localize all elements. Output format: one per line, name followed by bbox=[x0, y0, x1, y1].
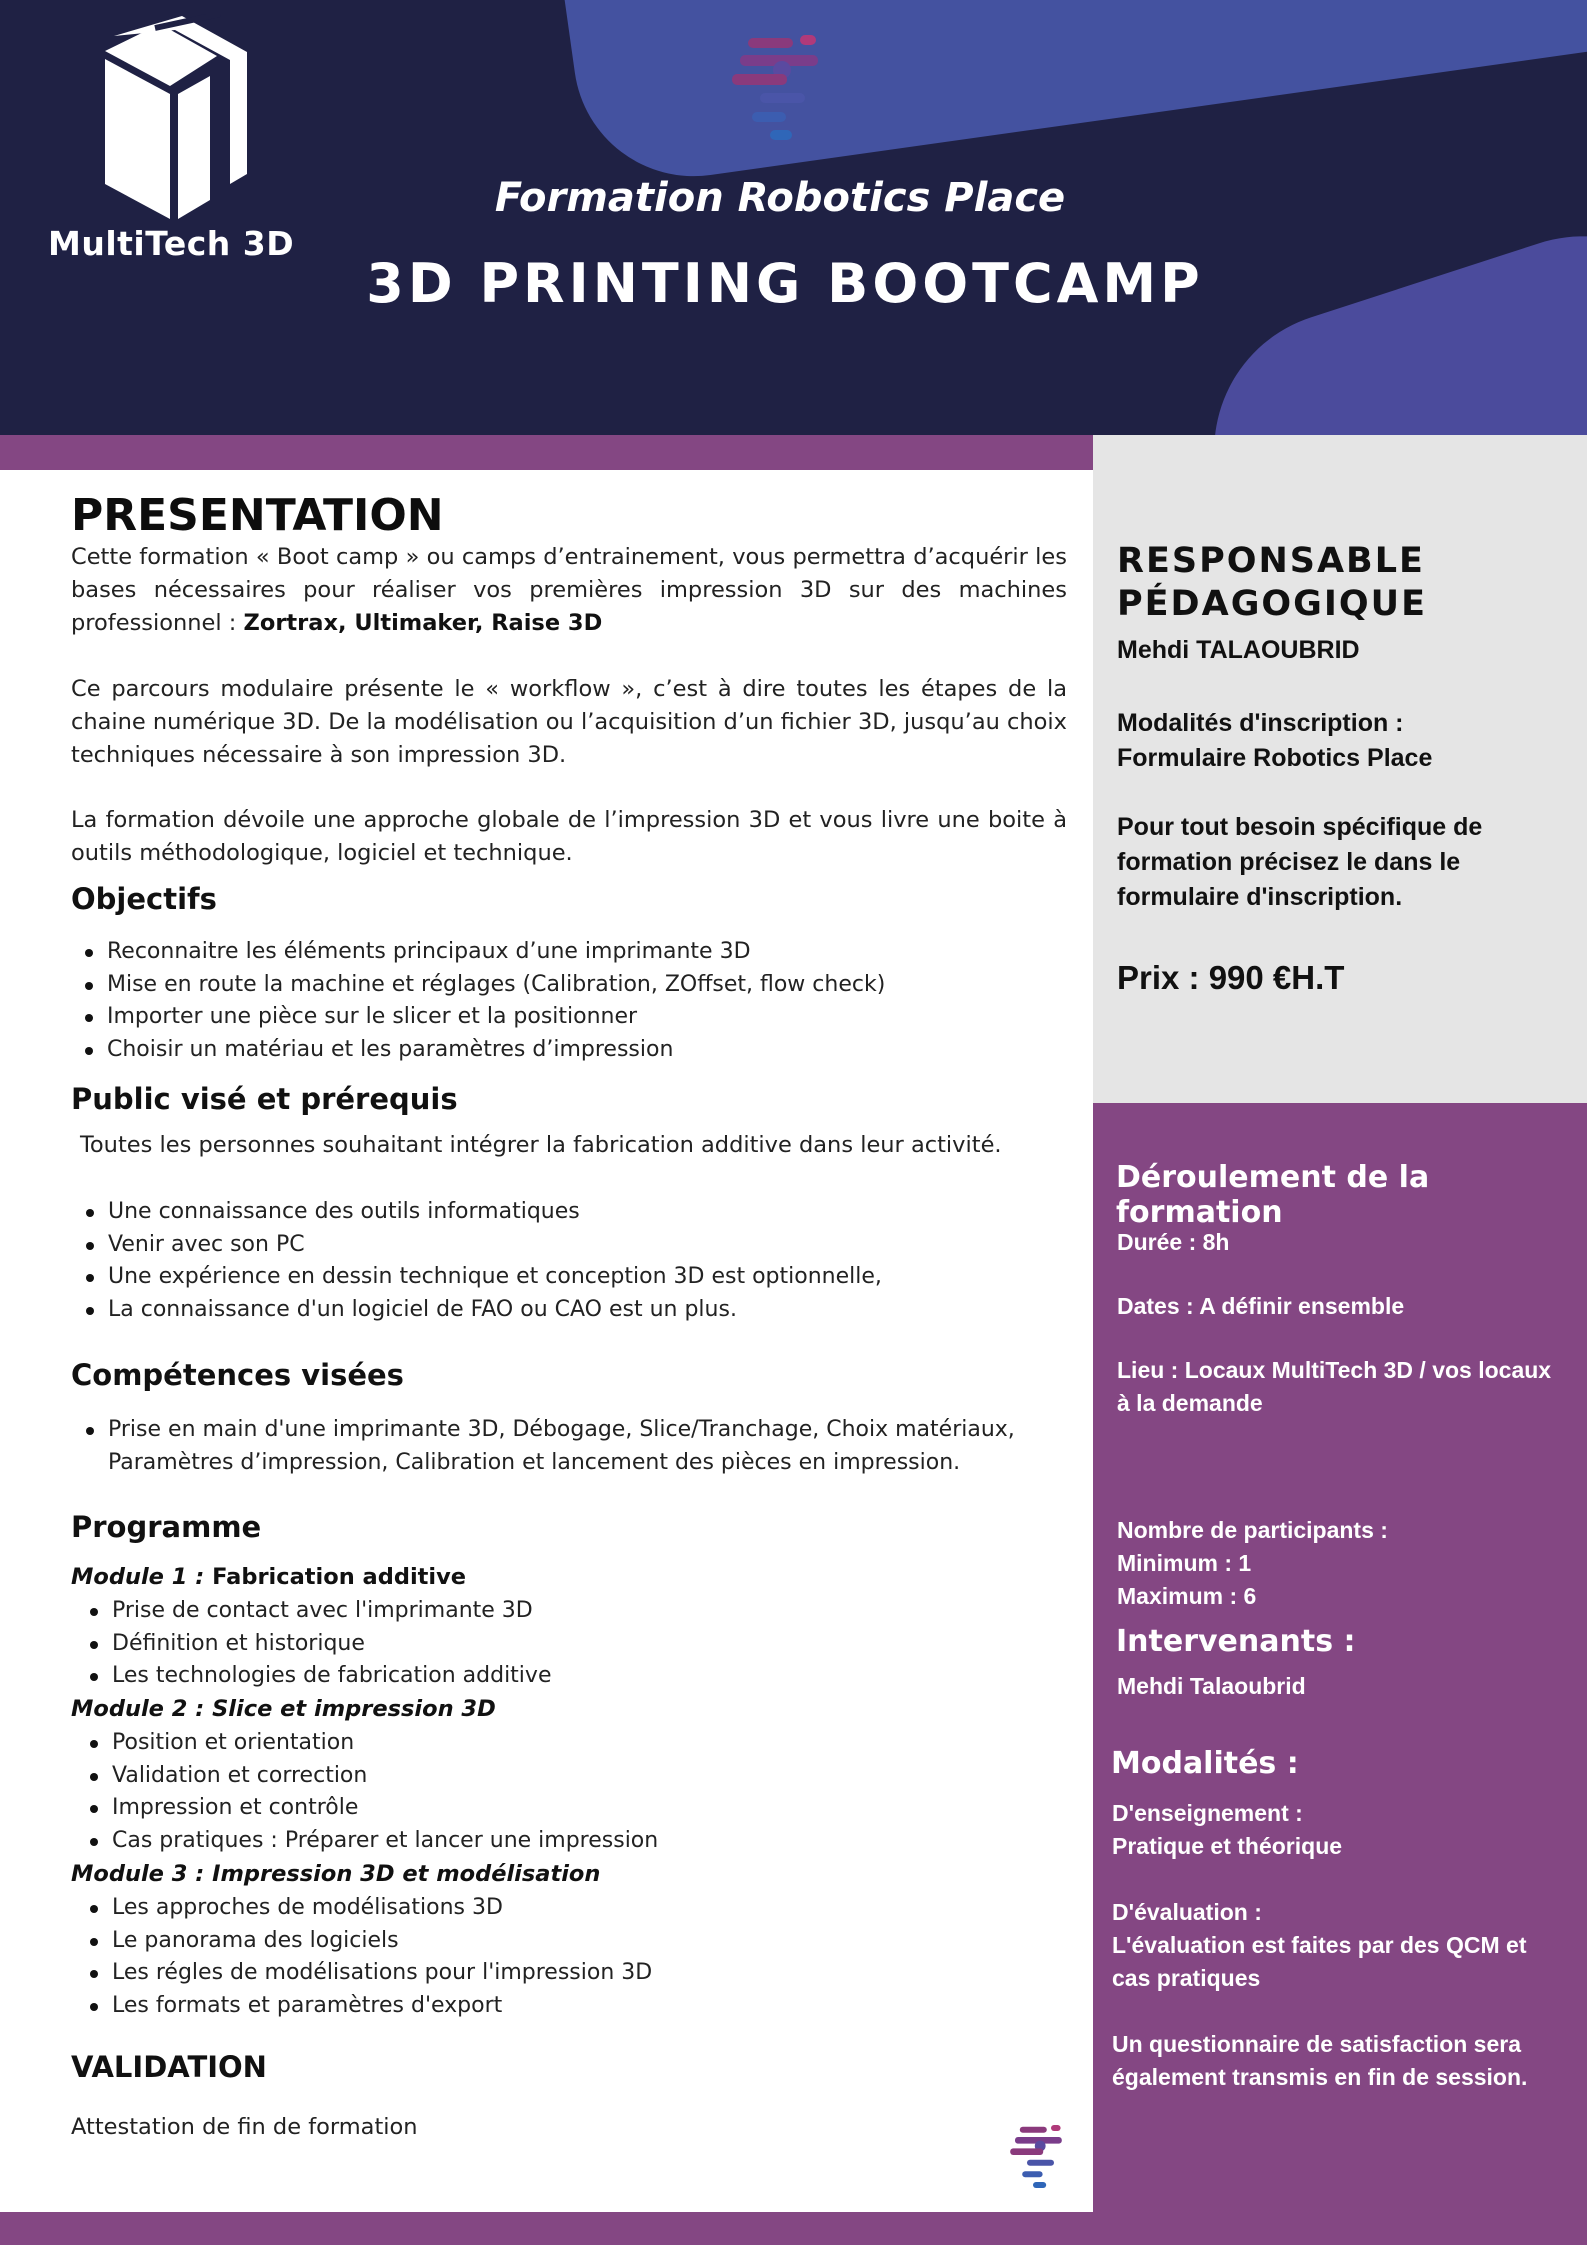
list-item: Une connaissance des outils informatiques bbox=[72, 1196, 882, 1229]
inscription-info: Modalités d'inscription : Formulaire Robotics Place bbox=[1117, 709, 1433, 772]
programme-heading: Programme bbox=[71, 1510, 262, 1544]
prerequis-list bbox=[72, 1196, 882, 1326]
module-2-title: Module 2 : Slice et impression 3D bbox=[71, 1696, 496, 1722]
competences-list bbox=[72, 1414, 1015, 1479]
module-1-list bbox=[76, 1595, 551, 1693]
list-item: Reconnaitre les éléments principaux d’une imprimante 3D bbox=[71, 936, 885, 969]
satisfaction-info: Un questionnaire de satisfaction sera également transmis en fin de session. bbox=[1112, 2031, 1528, 2090]
list-item: Position et orientation bbox=[76, 1727, 658, 1760]
public-intro: Toutes les personnes souhaitant intégrer la fabrication additive dans leur activité. bbox=[80, 1132, 1002, 1158]
list-item: Venir avec son PC bbox=[72, 1229, 882, 1262]
validation-heading: VALIDATION bbox=[71, 2050, 267, 2084]
location: Lieu : Locaux MultiTech 3D / vos locaux à la demande bbox=[1117, 1357, 1552, 1416]
module-3-title: Module 3 : Impression 3D et modélisation bbox=[71, 1861, 601, 1887]
list-item: Une expérience en dessin technique et conception 3D est optionnelle, bbox=[72, 1261, 882, 1294]
objectifs-heading: Objectifs bbox=[71, 882, 217, 916]
list-item: Les régles de modélisations pour l'impression 3D bbox=[76, 1957, 652, 1990]
list-item: Choisir un matériau et les paramètres d’impression bbox=[71, 1034, 885, 1067]
public-heading: Public visé et prérequis bbox=[71, 1082, 458, 1116]
company-logo bbox=[40, 14, 295, 264]
enseignement-info: D'enseignement : Pratique et théorique bbox=[1112, 1800, 1343, 1859]
validation-text: Attestation de fin de formation bbox=[71, 2114, 418, 2140]
header-banner bbox=[0, 0, 1587, 435]
presentation-heading: PRESENTATION bbox=[71, 490, 444, 541]
dates: Dates : A définir ensemble bbox=[1117, 1293, 1405, 1319]
module-1-title: Module 1 : Fabrication additive bbox=[71, 1564, 467, 1590]
list-item: Définition et historique bbox=[76, 1628, 551, 1661]
price: Prix : 990 €H.T bbox=[1117, 959, 1345, 996]
responsable-name: Mehdi TALAOUBRID bbox=[1117, 636, 1360, 664]
list-item: La connaissance d'un logiciel de FAO ou CAO est un plus. bbox=[72, 1294, 882, 1327]
list-item: Prise en main d'une imprimante 3D, Débogage, Slice/Tranchage, Choix matériaux, Paramètres d’impression, Calibration et lancement des pièces en impression. bbox=[72, 1414, 1015, 1479]
list-item: Cas pratiques : Préparer et lancer une impression bbox=[76, 1825, 658, 1858]
deroulement-heading: Déroulement de la formation bbox=[1116, 1160, 1430, 1230]
robotics-place-icon bbox=[1008, 2122, 1070, 2200]
list-item: Mise en route la machine et réglages (Calibration, ZOffset, flow check) bbox=[71, 969, 885, 1002]
list-item: Le panorama des logiciels bbox=[76, 1925, 652, 1958]
responsable-title: RESPONSABLE PÉDAGOGIQUE bbox=[1117, 541, 1428, 624]
duration: Durée : 8h bbox=[1117, 1229, 1230, 1255]
list-item: Validation et correction bbox=[76, 1760, 658, 1793]
page-title: 3D PRINTING BOOTCAMP bbox=[366, 252, 1204, 315]
list-item: Impression et contrôle bbox=[76, 1792, 658, 1825]
module-3-list bbox=[76, 1892, 652, 2022]
evaluation-info: D'évaluation : L'évaluation est faites par des QCM et cas pratiques bbox=[1112, 1899, 1527, 1991]
decorative-shape bbox=[1178, 200, 1587, 435]
accent-band bbox=[0, 435, 1093, 470]
competences-heading: Compétences visées bbox=[71, 1358, 404, 1392]
decorative-shape bbox=[540, 0, 1587, 192]
intervenants-heading: Intervenants : bbox=[1116, 1624, 1356, 1659]
participants: Nombre de participants : Minimum : 1 Maximum : 6 bbox=[1117, 1517, 1388, 1609]
list-item: Importer une pièce sur le slicer et la positionner bbox=[71, 1001, 885, 1034]
workflow-paragraph: Ce parcours modulaire présente le « workflow », c’est à dire toutes les étapes de la chaine numérique 3D. De la modélisation ou l’acquisition d’un fichier 3D, jusqu’au choix techniques nécessaire à son impression 3D. bbox=[71, 676, 1067, 768]
robotics-place-icon bbox=[730, 30, 830, 160]
list-item: Les approches de modélisations 3D bbox=[76, 1892, 652, 1925]
modalites-heading: Modalités : bbox=[1111, 1746, 1299, 1781]
module-2-list bbox=[76, 1727, 658, 1857]
intervenant-name: Mehdi Talaoubrid bbox=[1117, 1673, 1306, 1699]
list-item: Prise de contact avec l'imprimante 3D bbox=[76, 1595, 551, 1628]
approach-paragraph: La formation dévoile une approche globale de l’impression 3D et vous livre une boite à outils méthodologique, logiciel et technique. bbox=[71, 807, 1067, 866]
list-item: Les formats et paramètres d'export bbox=[76, 1990, 652, 2023]
objectifs-list bbox=[71, 936, 885, 1066]
specific-needs-note: Pour tout besoin spécifique de formation précisez le dans le formulaire d'inscription. bbox=[1117, 813, 1483, 911]
footer-band bbox=[0, 2212, 1587, 2245]
header-subtitle: Formation Robotics Place bbox=[494, 175, 1066, 221]
logo-text: MultiTech 3D bbox=[48, 224, 295, 263]
list-item: Les technologies de fabrication additive bbox=[76, 1660, 551, 1693]
presentation-paragraph: Cette formation « Boot camp » ou camps d’entrainement, vous permettra d’acquérir les bases nécessaires pour réaliser vos premières impression 3D sur des machines professionnel : Zortrax, Ultimaker, Raise 3D bbox=[71, 544, 1067, 636]
